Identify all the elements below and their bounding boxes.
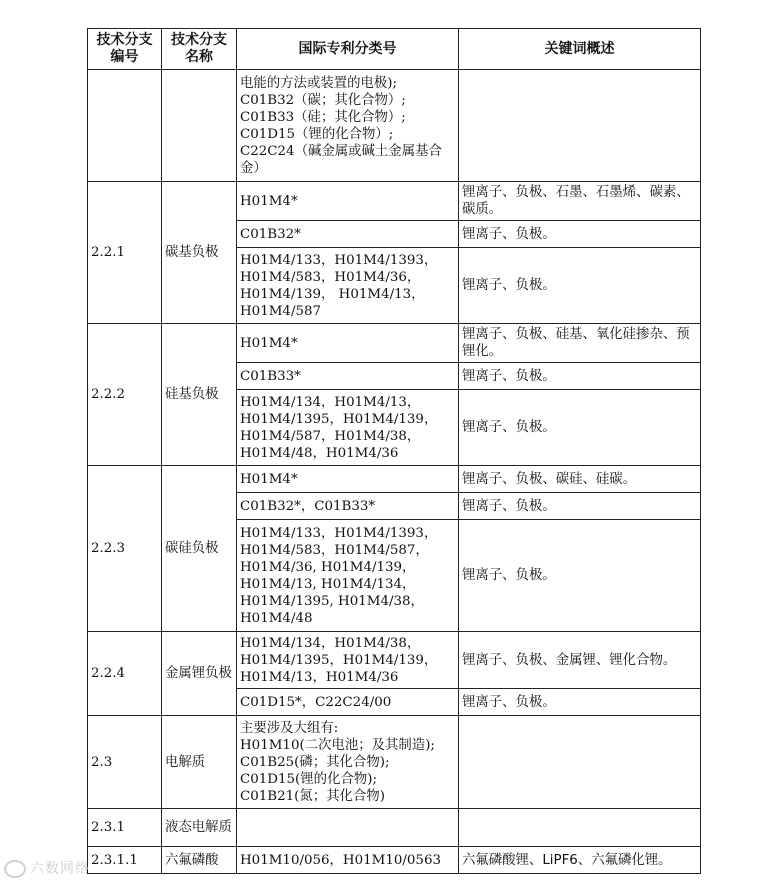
row-ipc: H01M4/133，H01M4/1393， H01M4/583，H01M4/36， H01M4/139， H01M4/13， H01M4/587 [237, 248, 459, 324]
watermark-logo-icon [4, 860, 26, 878]
patent-classification-table [87, 28, 701, 874]
row-keywords: 锂离子、负极、金属锂、锂化合物。 [459, 632, 701, 689]
header-ipc: 国际专利分类号 [237, 29, 459, 70]
row-keywords: 锂离子、负极。 [459, 520, 701, 632]
row-keywords: 锂离子、负极、碳硅、硅碳。 [459, 466, 701, 493]
table-row [88, 809, 701, 847]
header-code: 技术分支 编号 [88, 29, 162, 70]
row-name: 电解质 [162, 716, 237, 809]
row-keywords: 锂离子、负极。 [459, 689, 701, 716]
row-keywords: 锂离子、负极。 [459, 390, 701, 466]
row-ipc: H01M10/056，H01M10/0563 [237, 847, 459, 874]
row-ipc: H01M4* [237, 466, 459, 493]
row-keywords [459, 716, 701, 809]
row-ipc: H01M4* [237, 324, 459, 363]
table-row [88, 716, 701, 809]
table-row [88, 632, 701, 689]
row-code: 2.3 [88, 716, 162, 809]
row-name: 液态电解质 [162, 809, 237, 847]
table-row [88, 182, 701, 221]
row-keywords: 六氟磷酸锂、LiPF6、六氟磷化锂。 [459, 847, 701, 874]
row-code: 2.2.2 [88, 324, 162, 466]
row-ipc: C01B32* [237, 221, 459, 248]
row-name: 六氟磷酸 [162, 847, 237, 874]
table-row [88, 324, 701, 363]
table-row [88, 847, 701, 874]
row-ipc: C01B33* [237, 363, 459, 390]
row-keywords: 锂离子、负极、石墨、石墨烯、碳素、碳质。 [459, 182, 701, 221]
table-header-row [88, 29, 701, 70]
row-name: 金属锂负极 [162, 632, 237, 716]
row-keywords: 锂离子、负极。 [459, 221, 701, 248]
header-name: 技术分支 名称 [162, 29, 237, 70]
watermark-text: 六数网络 [30, 861, 90, 877]
row-ipc: 电能的方法或装置的电极); C01B32（碳；其化合物）; C01B33（硅；其化合物）; C01D15（锂的化合物）; C22C24（碱金属或碱土金属基合金） [237, 70, 459, 182]
row-ipc: C01B32*，C01B33* [237, 493, 459, 520]
row-name: 碳基负极 [162, 182, 237, 324]
table-row [88, 466, 701, 493]
row-code: 2.2.1 [88, 182, 162, 324]
table-row [88, 70, 701, 182]
row-keywords [459, 809, 701, 847]
row-keywords: 锂离子、负极、硅基、氧化硅掺杂、预锂化。 [459, 324, 701, 363]
row-code: 2.3.1 [88, 809, 162, 847]
row-name [162, 70, 237, 182]
row-ipc: H01M4/133，H01M4/1393， H01M4/583，H01M4/587， H01M4/36, H01M4/139， H01M4/13, H01M4/134， H01M4/1395, H01M4/38， H01M4/48 [237, 520, 459, 632]
row-ipc: H01M4/134，H01M4/38， H01M4/1395，H01M4/139， H01M4/13，H01M4/36 [237, 632, 459, 689]
row-keywords: 锂离子、负极。 [459, 363, 701, 390]
header-keywords: 关键词概述 [459, 29, 701, 70]
row-keywords: 锂离子、负极。 [459, 493, 701, 520]
row-ipc: C01D15*，C22C24/00 [237, 689, 459, 716]
row-ipc: 主要涉及大组有: H01M10(二次电池；及其制造); C01B25(磷；其化合物); C01D15(锂的化合物); C01B21(氮；其化合物) [237, 716, 459, 809]
row-ipc [237, 809, 459, 847]
row-code: 2.3.1.1 [88, 847, 162, 874]
row-code: 2.2.3 [88, 466, 162, 632]
row-code [88, 70, 162, 182]
row-name: 硅基负极 [162, 324, 237, 466]
row-keywords [459, 70, 701, 182]
row-ipc: H01M4/134，H01M4/13， H01M4/1395，H01M4/139， H01M4/587，H01M4/38， H01M4/48，H01M4/36 [237, 390, 459, 466]
row-code: 2.2.4 [88, 632, 162, 716]
row-name: 碳硅负极 [162, 466, 237, 632]
row-keywords: 锂离子、负极。 [459, 248, 701, 324]
watermark [4, 858, 90, 878]
row-ipc: H01M4* [237, 182, 459, 221]
